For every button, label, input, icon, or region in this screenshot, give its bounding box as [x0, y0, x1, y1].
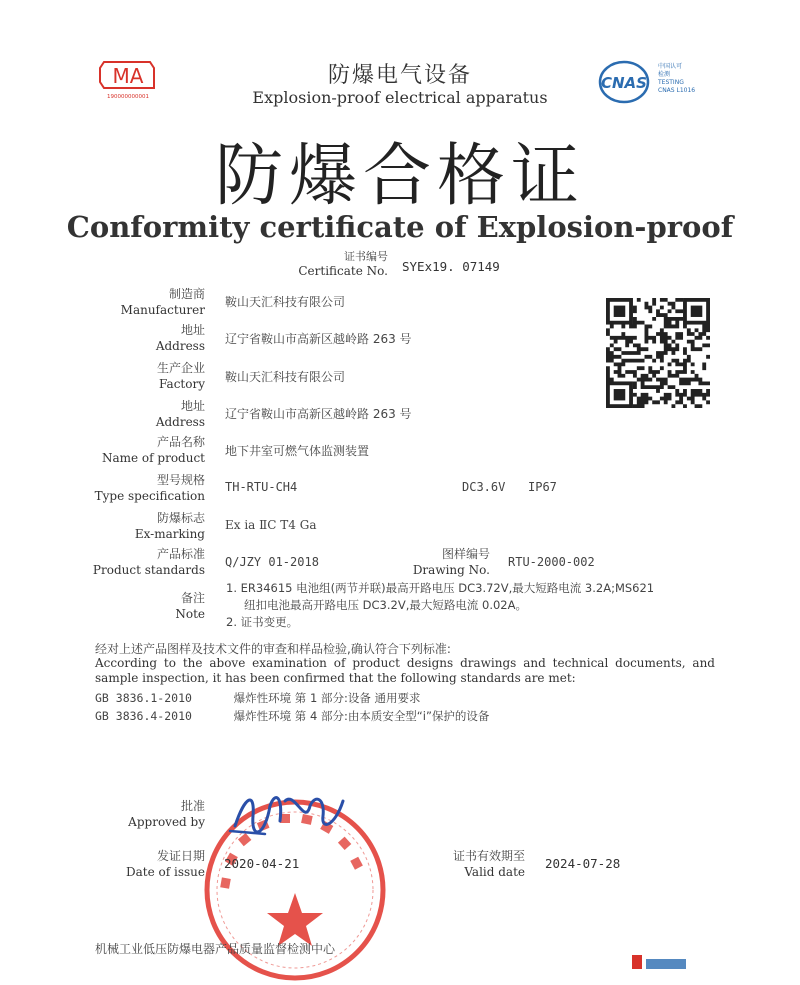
cnas-sub-1: 中国认可	[658, 63, 683, 70]
address2-value: 辽宁省鞍山市高新区越岭路 263 号	[225, 407, 412, 421]
certificate-title-en: Conformity certificate of Explosion-proof	[66, 210, 734, 244]
address2-label-en: Address	[155, 415, 205, 429]
standard-row-2	[95, 708, 489, 724]
certificate-no-label-cn: 证书编号	[344, 250, 388, 263]
factory-value: 鞍山天汇科技有限公司	[225, 370, 346, 384]
product-label-cn: 产品名称	[156, 435, 205, 449]
standards-label	[0, 546, 205, 578]
certificate-no-label	[298, 250, 388, 278]
header-title-cn: 防爆电气设备	[327, 63, 472, 88]
approved-by-label	[0, 798, 205, 830]
issue-date-label-cn: 发证日期	[156, 849, 205, 863]
exmark-label-cn: 防爆标志	[156, 511, 205, 525]
type-label	[0, 472, 205, 504]
address1-value: 辽宁省鞍山市高新区越岭路 263 号	[225, 332, 412, 346]
exmark-value: Ex ia ⅡC T4 Ga	[225, 518, 317, 532]
manufacturer-value: 鞍山天汇科技有限公司	[225, 295, 346, 309]
note-label-en: Note	[175, 607, 205, 621]
address1-label-en: Address	[155, 339, 205, 353]
note-label	[0, 590, 205, 622]
type-label-en: Type specification	[94, 489, 205, 503]
standard-desc-1: 爆炸性环境 第 1 部分:设备 通用要求	[233, 691, 421, 705]
type-label-cn: 型号规格	[156, 473, 205, 487]
exmark-label-en: Ex-marking	[134, 527, 205, 541]
drawing-label-en: Drawing No.	[412, 563, 490, 577]
type-ip-rating: IP67	[528, 480, 557, 494]
exmark-label	[0, 510, 205, 542]
seal-star-icon	[267, 893, 323, 946]
standards-label-en: Product standards	[92, 563, 205, 577]
issue-date-label-en: Date of issue	[126, 865, 205, 879]
cnas-logo-text: CNAS	[601, 74, 647, 92]
qr-code	[606, 298, 710, 408]
address2-label	[0, 398, 205, 430]
approved-by-label-en: Approved by	[128, 815, 205, 829]
product-label-en: Name of product	[101, 451, 205, 465]
standard-code-2: GB 3836.4-2010	[95, 709, 192, 723]
standard-desc-2: 爆炸性环境 第 4 部分:由本质安全型“i”保护的设备	[233, 709, 490, 723]
standard-code-1: GB 3836.1-2010	[95, 691, 192, 705]
drawing-label	[400, 546, 490, 578]
cnas-sub-3: TESTING	[658, 79, 684, 86]
product-value: 地下井室可燃气体监测装置	[225, 444, 370, 458]
issue-date-label	[0, 848, 205, 880]
note-line-1: 1. ER34615 电池组(两节并联)最高开路电压 DC3.72V,最大短路电流 3.2A;MS621	[226, 581, 655, 595]
standards-value: Q/JZY 01-2018	[225, 555, 319, 569]
type-value: TH-RTU-CH4	[225, 480, 298, 494]
cma-logo-text: MA	[112, 64, 144, 88]
certificate-no-value: SYEx19. 07149	[402, 259, 500, 274]
cnas-sub-4: CNAS L1016	[658, 87, 696, 94]
type-voltage: DC3.6V	[462, 480, 506, 494]
address2-label-cn: 地址	[180, 399, 205, 413]
valid-date-value: 2024-07-28	[545, 856, 621, 871]
valid-date-label-en: Valid date	[464, 865, 525, 879]
note-line-3: 2. 证书变更。	[226, 615, 299, 629]
factory-label	[0, 360, 205, 392]
drawing-label-cn: 图样编号	[441, 547, 490, 561]
issuer-logo-icon	[630, 945, 690, 969]
note-line-2: 纽扣电池最高开路电压 DC3.2V,最大短路电流 0.02A。	[244, 598, 527, 612]
address1-label-cn: 地址	[180, 323, 205, 337]
drawing-value: RTU-2000-002	[508, 555, 595, 569]
certificate-no-label-en: Certificate No.	[298, 264, 388, 278]
header-title-en: Explosion-proof electrical apparatus	[252, 88, 548, 107]
address1-label	[0, 322, 205, 354]
valid-date-label-cn: 证书有效期至	[452, 849, 525, 863]
standards-label-cn: 产品标准	[156, 547, 205, 561]
statement-en: According to the above examination of product designs drawings and technical documents, and sample inspection, it has been confirmed that the following standards are met:	[95, 656, 715, 685]
standard-row-1	[95, 690, 420, 706]
factory-label-cn: 生产企业	[156, 361, 205, 375]
manufacturer-label-cn: 制造商	[168, 287, 205, 301]
note-label-cn: 备注	[180, 591, 205, 605]
cma-logo-number: 190000000001	[107, 94, 149, 100]
statement-cn: 经对上述产品图样及技术文件的审查和样品检验,确认符合下列标准:	[95, 642, 451, 656]
certificate-title-cn: 防爆合格证	[214, 137, 585, 216]
manufacturer-label	[0, 286, 205, 318]
manufacturer-label-en: Manufacturer	[120, 303, 205, 317]
issuer-footer: 机械工业低压防爆电器产品质量监督检测中心	[95, 942, 336, 956]
factory-label-en: Factory	[159, 377, 205, 391]
issue-date-value: 2020-04-21	[224, 856, 300, 871]
signature	[225, 786, 355, 841]
product-label	[0, 434, 205, 466]
cnas-sub-2: 检测	[658, 71, 671, 78]
approved-by-label-cn: 批准	[180, 799, 205, 813]
valid-date-label	[400, 848, 525, 880]
note-text	[226, 580, 716, 631]
